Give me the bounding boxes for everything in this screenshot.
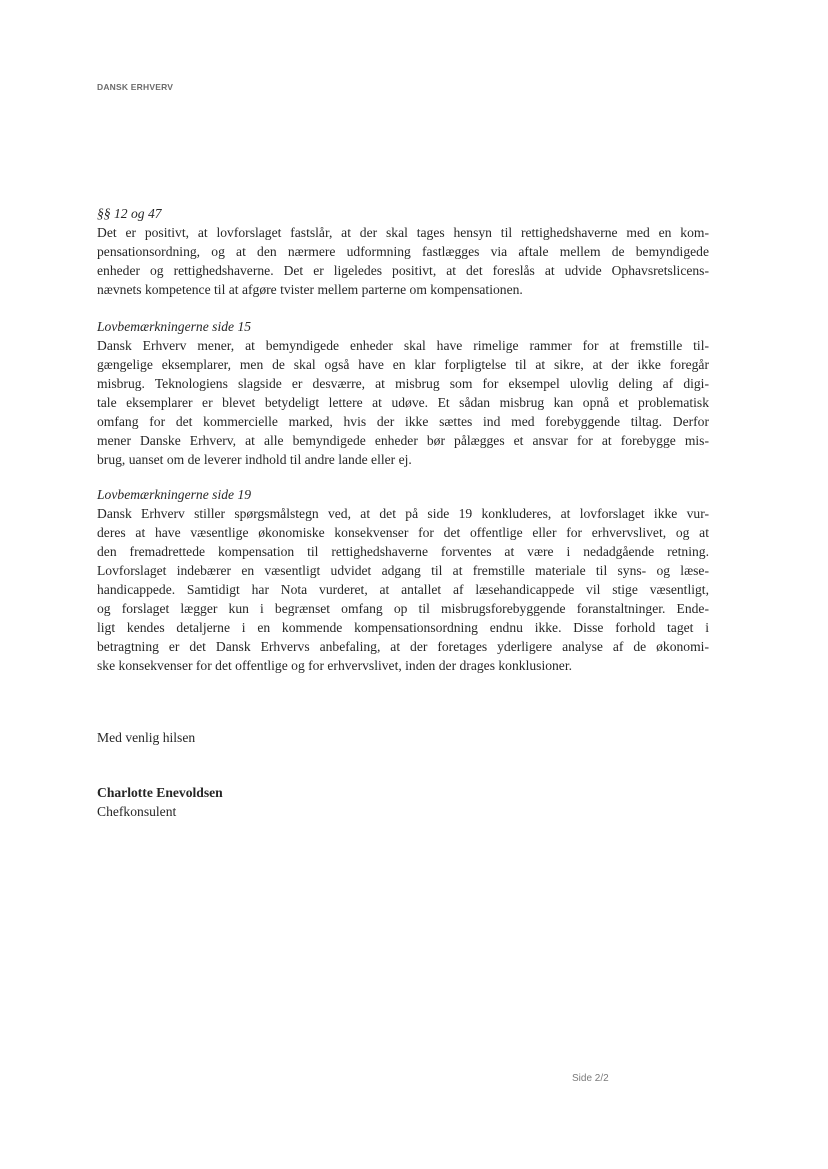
paragraph-line: enheder og rettighedshaverne. Det er ligeledes positivt, at det foreslås at udvide Ophavsretslicens-: [97, 263, 709, 278]
paragraph-line: misbrug. Teknologiens slagside er desværre, at misbrug som for eksempel ulovlig deling af digi-: [97, 376, 709, 391]
paragraph-line: pensationsordning, og at den nærmere udformning fastlægges via aftale mellem de bemyndigede: [97, 244, 709, 259]
signatory-name: Charlotte Enevoldsen: [97, 785, 223, 800]
paragraph-line: gængelige eksemplarer, men de skal også have en klar forpligtelse til at sikre, at der ikke foregår: [97, 357, 709, 372]
section-paragraphs-12-47: [97, 204, 709, 299]
paragraph-line: Dansk Erhverv mener, at bemyndigede enheder skal have rimelige rammer for at fremstille til-: [97, 338, 709, 353]
section-lovbemaerkninger-side-19: [97, 485, 709, 675]
paragraph-line: Lovforslaget indebærer en væsentligt udvidet adgang til at fremstille materiale til syns- og læse-: [97, 563, 709, 578]
organization-header: DANSK ERHVERV: [97, 82, 174, 92]
paragraph-line: den fremadrettede kompensation til rettighedshaverne forventes at være i nedadgående retning.: [97, 544, 709, 559]
page-number: Side 2/2: [572, 1073, 609, 1084]
paragraph-line: deres at have væsentlige økonomiske konsekvenser for det offentlige eller for erhvervslivet, og at: [97, 525, 709, 540]
signature-block: [97, 783, 223, 821]
paragraph-line: tale eksemplarer er blevet betydeligt lettere at udøve. Et sådan misbrug kan opnå et problematisk: [97, 395, 709, 410]
section-lovbemaerkninger-side-15: [97, 317, 709, 469]
paragraph-line: betragtning er det Dansk Erhvervs anbefaling, at der foretages yderligere analyse af de økonomi-: [97, 639, 709, 654]
signatory-title: Chefkonsulent: [97, 804, 177, 819]
paragraph-line: nævnets kompetence til at afgøre tvister mellem parterne om kompensationen.: [97, 282, 523, 297]
paragraph-line: Dansk Erhverv stiller spørgsmålstegn ved, at det på side 19 konkluderes, at lovforslaget ikke vur-: [97, 506, 709, 521]
closing-greeting: Med venlig hilsen: [97, 730, 196, 745]
section-heading: Lovbemærkningerne side 15: [97, 319, 252, 334]
paragraph-line: ske konsekvenser for det offentlige og for erhvervslivet, inden der drages konklusioner.: [97, 658, 573, 673]
paragraph-line: Det er positivt, at lovforslaget fastslår, at der skal tages hensyn til rettighedshaverne med en kom-: [97, 225, 709, 240]
paragraph-line: omfang for det kommercielle marked, hvis der ikke sættes ind med forebyggende tiltag. Derfor: [97, 414, 709, 429]
paragraph-line: mener Danske Erhverv, at alle bemyndigede enheder bør pålægges et ansvar for at forebygge mis-: [97, 433, 709, 448]
paragraph-line: handicappede. Samtidigt har Nota vurderet, at antallet af læsehandicappede vil stige væsentligt,: [97, 582, 709, 597]
section-heading: Lovbemærkningerne side 19: [97, 487, 252, 502]
paragraph-line: ligt kendes detaljerne i en kommende kompensationsordning endnu ikke. Disse forhold taget i: [97, 620, 709, 635]
paragraph-line: brug, uanset om de leverer indhold til andre lande eller ej.: [97, 452, 412, 467]
section-heading: §§ 12 og 47: [97, 206, 162, 221]
paragraph-line: og forslaget lægger kun i begrænset omfang op til misbrugsforebyggende foranstaltninger. Ende-: [97, 601, 709, 616]
